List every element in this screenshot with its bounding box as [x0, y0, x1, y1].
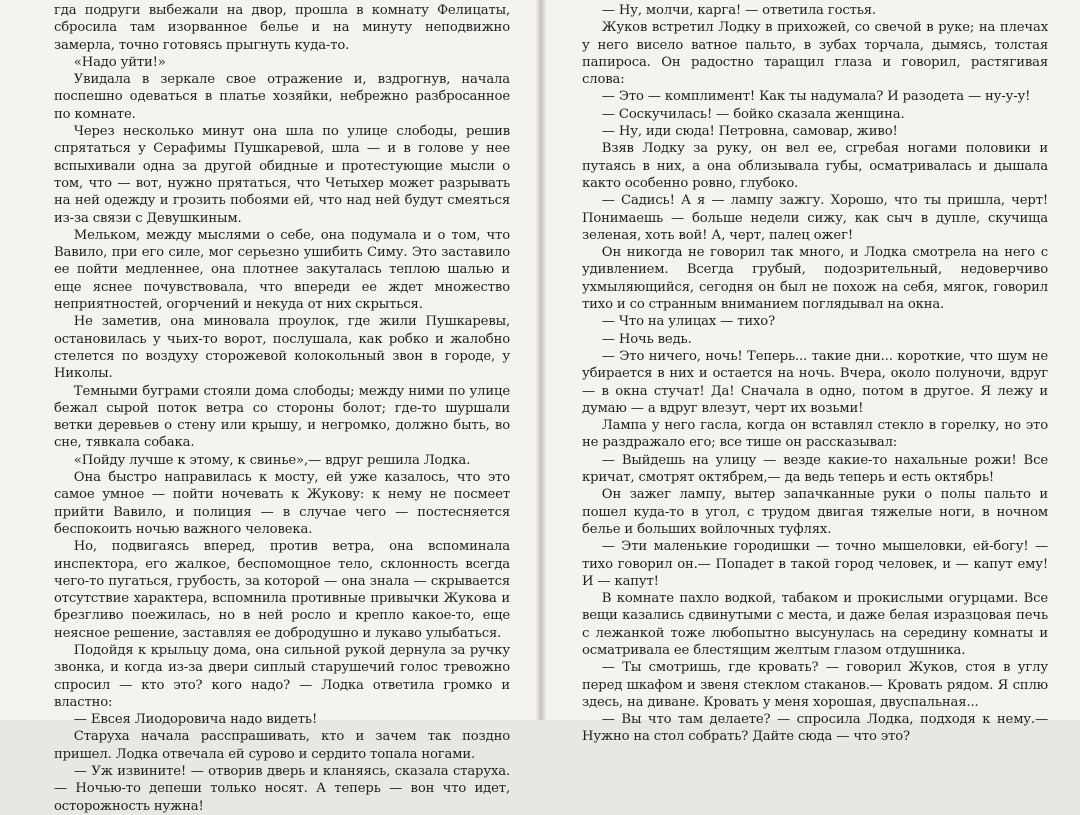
paragraph: — Ты смотришь, где кровать? — говорил Жуков, стоя в углу перед шкафом и звеня стеклом стаканов.— Кровать рядом. Я сплю здесь, на диване. Кровать у меня хорошая, двуспальная...	[582, 660, 1048, 710]
paragraph: — Евсея Лиодоровича надо видеть!	[73, 712, 318, 728]
paragraph: «Надо уйти!»	[73, 54, 166, 70]
paragraph: — Вы что там делаете? — спросила Лодка, подходя к нему.— Нужно на стол собрать? Дайте сюда — что это?	[582, 712, 1048, 745]
paragraph: — Садись! А я — лампу зажгу. Хорошо, что ты пришла, черт! Понимаешь — больше недели сижу, как сыч в дупле, скучища зеленая, хоть вой! А, черт, палец ожег!	[582, 193, 1048, 243]
paragraph: Увидала в зеркале свое отражение и, вздрогнув, начала поспешно одеваться в платье хозяйки, небрежно разбросанное по комнате.	[54, 72, 510, 122]
paragraph: — Эти маленькие городишки — точно мышеловки, ей-богу! — тихо говорил он.— Попадет в такой город человек, и — капут ему! И — капут!	[582, 539, 1048, 589]
paragraph: — Это ничего, ночь! Теперь... такие дни... короткие, что шум не убирается в них и остается на ночь. Вчера, около полуночи, вдруг — в окна стучат! Да! Сначала в одно, потом в другое. Я лежу и думаю — а вдруг влезут, черт их возьми!	[582, 348, 1048, 416]
paragraph: Он зажег лампу, вытер запачканные руки о полы пальто и пошел куда-то в угол, с трудом двигая тяжелые ноги, в ночном белье и больших войлочных туфлях.	[582, 487, 1048, 537]
paragraph: — Ну, молчи, карга! — ответила гостья.	[601, 3, 876, 18]
paragraph: Она быстро направилась к мосту, ей уже казалось, что это самое умное — пойти ночевать к Жукову: к нему не посмеет прийти Вавило, и полиция — в случае чего — постесняется беспокоить ночью важного человека.	[54, 470, 510, 537]
paragraph: «Пойду лучше к этому, к свинье»,— вдруг решила Лодка.	[73, 452, 471, 468]
paragraph: — Выйдешь на улицу — везде какие-то нахальные рожи! Все кричат, смотрят октябрем,— да ведь теперь и есть октябрь!	[582, 452, 1048, 486]
right-page	[540, 0, 1080, 745]
paragraph: Но, подвигаясь вперед, против ветра, она вспоминала инспектора, его жалкое, беспомощное тело, склонность всегда чего-то пугаться, грубость, за которой — она знала — скрывается отсутствие характера, вспомнила противные привычки Жукова и брезгливо поежилась, но в ней росло и крепло какое-то, еще неясное решение, заставляя ее добродушно и лукаво улыбаться.	[54, 539, 510, 641]
paragraph: Лампа у него гасла, когда он вставлял стекло в горелку, но это не раздражало его; все тише он рассказывал:	[582, 418, 1048, 451]
paragraph: Не заметив, она миновала проулок, где жили Пушкаревы, остановилась у чьих-то ворот, послушала, как робко и жалобно стелется по воздуху сторожевой колокольный звон в городе, у Николы.	[54, 314, 510, 382]
paragraph: Старуха начала расспрашивать, кто и зачем так поздно пришел. Лодка отвечала ей сурово и сердито топала ногами.	[54, 729, 510, 762]
book-gutter	[535, 0, 547, 720]
paragraph: Взяв Лодку за руку, он вел ее, сгребая ногами половики и путаясь в них, а она облизывала губы, осматривалась и дышала както особенно ровно, глубоко.	[582, 141, 1048, 191]
paragraph: — Ночь ведь.	[601, 331, 692, 347]
paragraph: Через несколько минут она шла по улице слободы, решив спрятаться у Серафимы Пушкаревой, шла — и в голове у нее вспыхивали одна за другой обидные и протестующие мысли о том, что — вот, нужно прятаться, что Четыхер может разрывать на ней одежду и грозить побоями ей, что над ней будут смеяться из-за связи с Девушкиным.	[54, 124, 510, 226]
paragraph: Подойдя к крыльцу дома, она сильной рукой дернула за ручку звонка, и когда из-за двери сиплый старушечий голос тревожно спросил — кто это? кого надо? — Лодка ответила громко и властно:	[54, 642, 510, 710]
paragraph: Он никогда не говорил так много, и Лодка смотрела на него с удивлением. Всегда грубый, подозрительный, недоверчиво ухмыляющийся, сегодня он был не похож на себя, мягок, говорил тихо и со странным вниманием поглядывал на окна.	[582, 245, 1048, 313]
paragraph: — Это — комплимент! Как ты надумала? И разодета — ну-у-у!	[601, 89, 1031, 105]
left-page	[0, 0, 540, 814]
paragraph: — Что на улицах — тихо?	[601, 314, 776, 330]
paragraph: гда подруги выбежали на двор, прошла в комнату Фелицаты, сбросила там изорванное белье и на минуту неподвижно замерла, точно готовясь прыгнуть куда-то.	[54, 3, 510, 53]
paragraph: Темными буграми стояли дома слободы; между ними по улице бежал сырой поток ветра со стороны болот; где-то шуршали ветки деревьев о стену или крышу, и негромко, должно быть, во сне, тявкала собака.	[54, 383, 510, 451]
paragraph: — Ну, иди сюда! Петровна, самовар, живо!	[601, 124, 898, 140]
paragraph: Жуков встретил Лодку в прихожей, со свечой в руке; на плечах у него висело ватное пальто, в зубах торчала, дымясь, толстая папироса. Он радостно таращил глаза и говорил, растягивая слова:	[582, 20, 1048, 88]
paragraph: Мельком, между мыслями о себе, она подумала и о том, что Вавило, при его силе, мог серьезно ушибить Симу. Это заставило ее пойти медленнее, она плотнее закуталась теплою шалью и еще яснее почувствовала, что впереди ее ждет множество неприятностей, огорчений и некуда от них скрыться.	[54, 227, 510, 313]
paragraph: В комнате пахло водкой, табаком и прокислыми огурцами. Все вещи казались сдвинутыми с места, и даже белая изразцовая печь с лежанкой тоже любопытно высунулась на середину комнаты и осматривала ее блестящим желтым глазом отдушника.	[582, 591, 1048, 658]
paragraph: — Соскучилась! — бойко сказала женщина.	[601, 106, 905, 122]
paragraph: — Уж извините! — отворив дверь и кланяясь, сказала старуха.— Ночью-то депеши только носят. А теперь — вон что идет, осторожность нужна!	[54, 764, 510, 814]
